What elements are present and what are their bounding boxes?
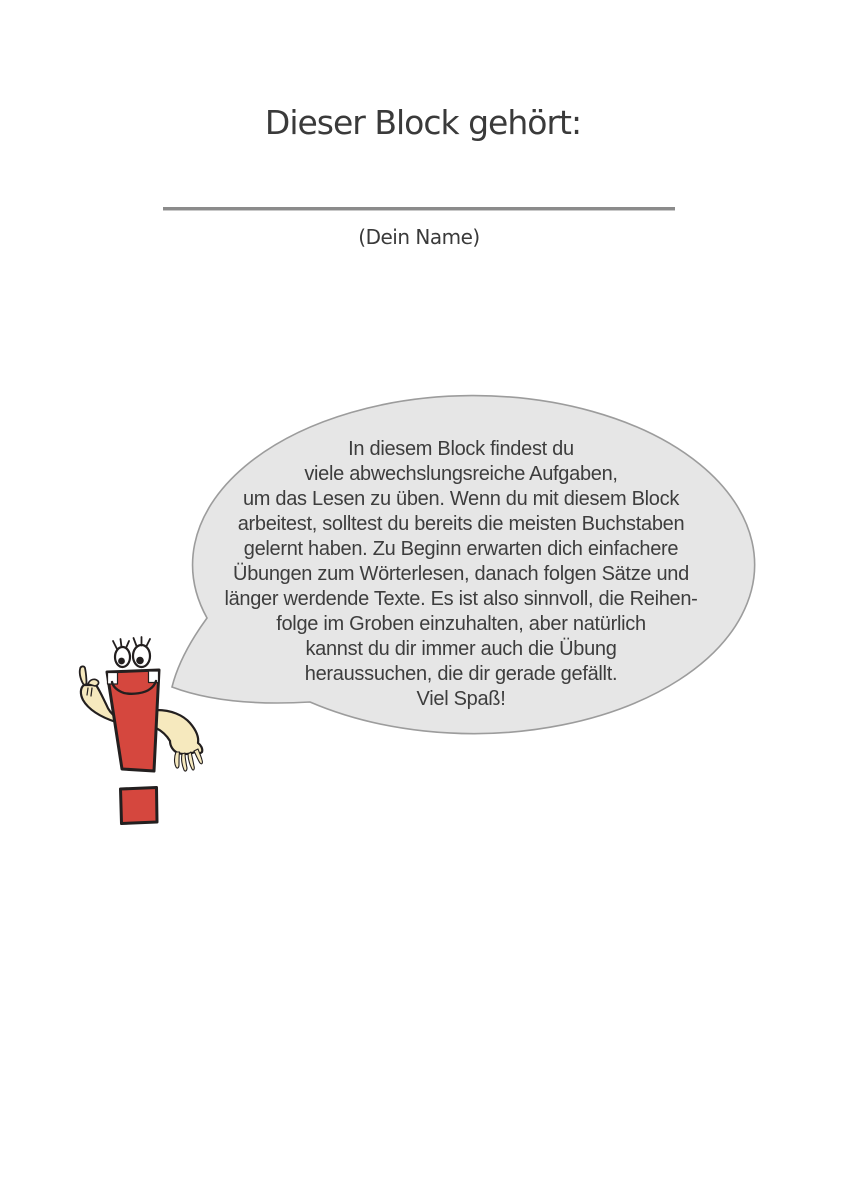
speech-line: länger werdende Texte. Es ist also sinnvoll, die Reihen- (224, 588, 698, 610)
speech-line: um das Lesen zu üben. Wenn du mit diesem Block (242, 488, 680, 510)
mascot-pointing-finger (80, 666, 87, 685)
speech-line: viele abwechslungsreiche Aufgaben, (304, 463, 618, 485)
mascot-right-pupil (136, 657, 144, 665)
mascot-left-pupil (118, 658, 125, 665)
speech-line: kannst du dir immer auch die Übung (305, 638, 617, 660)
mascot-finger (175, 752, 180, 768)
mascot-finger (182, 753, 187, 771)
mascot-outline-group (80, 637, 203, 824)
exclamation-mascot (60, 630, 230, 830)
speech-line: folge im Groben einzuhalten, aber natürlich (276, 613, 646, 635)
speech-line: Übungen zum Wörterlesen, danach folgen Sätze und (233, 563, 689, 585)
mascot-dot (121, 788, 158, 824)
mascot-body (107, 670, 159, 771)
speech-bubble-text (181, 437, 741, 712)
speech-line: gelernt haben. Zu Beginn erwarten dich einfachere (243, 538, 679, 560)
page-title: Dieser Block gehört: (264, 103, 582, 142)
name-label: (Dein Name) (358, 225, 480, 249)
mascot-right-arm (156, 710, 202, 754)
speech-line: In diesem Block findest du (348, 438, 574, 460)
mascot-thumb (88, 679, 99, 686)
mascot-finger (188, 752, 194, 770)
speech-line: arbeitest, solltest du bereits die meisten Buchstaben (237, 513, 685, 535)
speech-line: Viel Spaß! (416, 688, 506, 710)
name-writing-line (163, 207, 675, 211)
speech-line: heraussuchen, die dir gerade gefällt. (304, 663, 618, 685)
